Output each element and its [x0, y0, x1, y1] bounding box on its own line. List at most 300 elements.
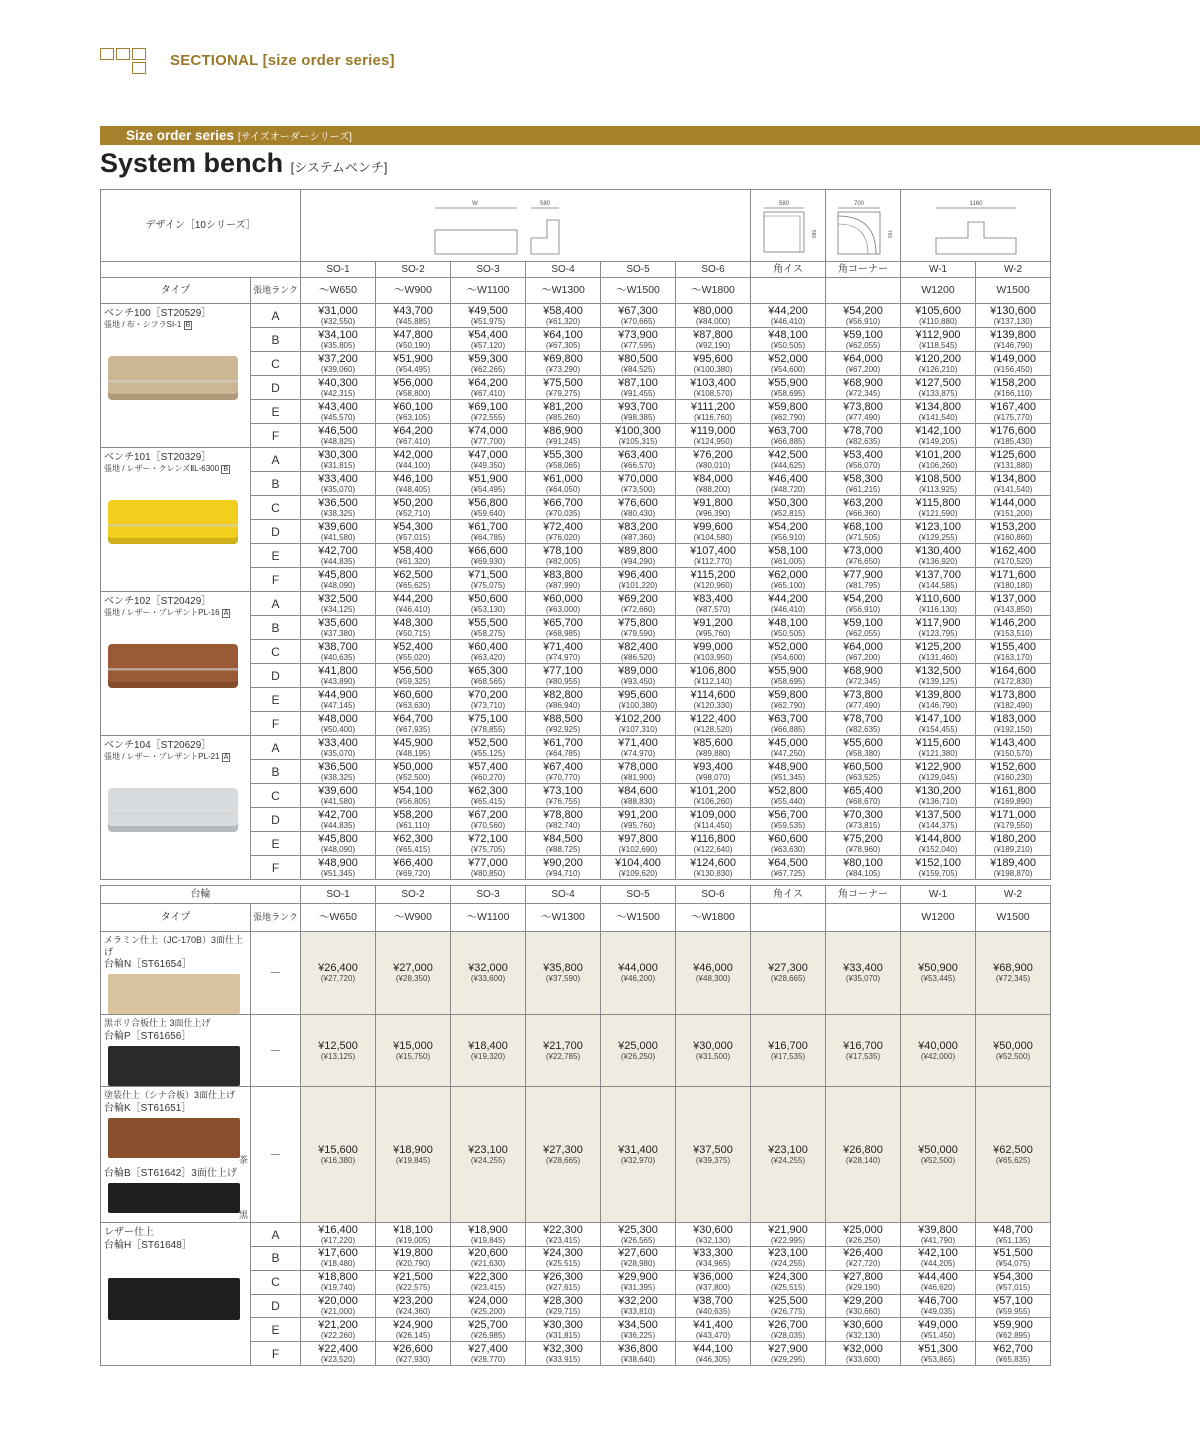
base-price-table [100, 885, 1051, 1366]
price-with-tax: (¥108,570) [693, 388, 733, 398]
price-cell [451, 1223, 526, 1247]
price-cell [751, 520, 826, 544]
price-cell [751, 808, 826, 832]
price-cell [301, 592, 376, 616]
price-cell [826, 400, 901, 424]
price-cell [901, 592, 976, 616]
price-with-tax: (¥45,570) [320, 412, 356, 422]
price-value: ¥68,900 [843, 376, 883, 389]
price-value: ¥62,700 [993, 1342, 1033, 1355]
price-cell [601, 784, 676, 808]
price-cell [676, 1223, 751, 1247]
price-value: ¥75,500 [543, 376, 583, 389]
price-value: ¥43,700 [393, 304, 433, 317]
rank-cell: E [251, 400, 301, 424]
price-cell [451, 1246, 526, 1270]
price-value: ¥59,100 [843, 328, 883, 341]
rank-label: 張地ランク [251, 278, 301, 304]
price-cell [601, 448, 676, 472]
brand-logo-icon [100, 48, 150, 74]
price-cell [601, 932, 676, 1015]
price-cell [901, 784, 976, 808]
price-cell [826, 784, 901, 808]
price-value: ¥91,200 [693, 616, 733, 629]
price-with-tax: (¥31,395) [620, 1283, 656, 1293]
price-with-tax: (¥96,390) [695, 508, 731, 518]
price-value: ¥29,900 [618, 1271, 658, 1284]
price-with-tax: (¥56,910) [770, 532, 806, 542]
col-header-w-2: W-2 [976, 262, 1051, 278]
price-value: ¥60,600 [768, 832, 808, 845]
price-cell [451, 808, 526, 832]
price-value: ¥32,300 [543, 1342, 583, 1355]
price-cell [526, 832, 601, 856]
price-value: ¥26,600 [393, 1342, 433, 1355]
price-value: ¥44,200 [768, 592, 808, 605]
price-with-tax: (¥79,590) [620, 628, 656, 638]
price-with-tax: (¥19,740) [320, 1283, 356, 1293]
price-value: ¥19,800 [393, 1247, 433, 1260]
price-with-tax: (¥35,070) [320, 484, 356, 494]
price-cell [301, 304, 376, 328]
price-with-tax: (¥124,950) [693, 436, 733, 446]
price-with-tax: (¥81,900) [620, 772, 656, 782]
price-with-tax: (¥25,515) [545, 1259, 581, 1269]
price-with-tax: (¥63,420) [470, 652, 506, 662]
base-col-header-so-4: SO-4 [526, 886, 601, 904]
price-value: ¥55,900 [768, 664, 808, 677]
price-cell [901, 1087, 976, 1223]
price-value: ¥40,000 [918, 1039, 958, 1052]
price-with-tax: (¥35,070) [845, 974, 881, 984]
price-cell [676, 544, 751, 568]
price-with-tax: (¥65,625) [995, 1155, 1031, 1165]
price-with-tax: (¥58,695) [770, 388, 806, 398]
price-cell [901, 1318, 976, 1342]
rank-cell: B [251, 760, 301, 784]
price-with-tax: (¥27,720) [845, 1259, 881, 1269]
price-with-tax: (¥64,785) [545, 748, 581, 758]
price-cell [451, 544, 526, 568]
price-value: ¥48,900 [768, 760, 808, 773]
price-with-tax: (¥59,955) [995, 1306, 1031, 1316]
price-cell [976, 376, 1051, 400]
price-value: ¥21,500 [393, 1271, 433, 1284]
price-with-tax: (¥67,410) [395, 436, 431, 446]
price-with-tax: (¥63,630) [770, 844, 806, 854]
price-with-tax: (¥63,105) [395, 412, 431, 422]
base-header-label: 台輪 [101, 886, 301, 904]
price-cell [751, 496, 826, 520]
price-with-tax: (¥144,585) [918, 580, 958, 590]
price-cell [526, 328, 601, 352]
price-with-tax: (¥65,415) [470, 796, 506, 806]
price-cell [826, 520, 901, 544]
price-value: ¥75,800 [618, 616, 658, 629]
price-value: ¥72,100 [468, 832, 508, 845]
price-with-tax: (¥72,555) [470, 412, 506, 422]
price-value: ¥62,500 [993, 1143, 1033, 1156]
price-with-tax: (¥92,190) [695, 340, 731, 350]
price-cell [976, 1294, 1051, 1318]
price-value: ¥20,600 [468, 1247, 508, 1260]
price-cell [376, 472, 451, 496]
price-cell [526, 1270, 601, 1294]
price-with-tax: (¥192,150) [993, 724, 1033, 734]
base-product-name-b: 台輪B［ST61642］3面仕上げ [104, 1168, 237, 1180]
rank-cell: A [251, 736, 301, 760]
series-bar [100, 126, 1200, 145]
price-with-tax: (¥69,720) [395, 868, 431, 878]
price-value: ¥55,900 [768, 376, 808, 389]
price-with-tax: (¥48,090) [320, 580, 356, 590]
price-value: ¥149,000 [990, 352, 1036, 365]
price-value: ¥101,200 [690, 784, 736, 797]
price-value: ¥63,700 [768, 424, 808, 437]
price-value: ¥60,400 [468, 640, 508, 653]
price-with-tax: (¥35,805) [320, 340, 356, 350]
price-value: ¥32,500 [318, 592, 358, 605]
price-cell [526, 688, 601, 712]
price-value: ¥31,000 [318, 304, 358, 317]
price-with-tax: (¥67,725) [770, 868, 806, 878]
price-value: ¥22,300 [543, 1223, 583, 1236]
price-cell [376, 932, 451, 1015]
fabric-grade-badge: A [223, 610, 229, 617]
price-value: ¥18,900 [393, 1143, 433, 1156]
price-with-tax: (¥101,220) [618, 580, 658, 590]
price-cell [976, 352, 1051, 376]
price-with-tax: (¥39,375) [695, 1155, 731, 1165]
price-cell [526, 1015, 601, 1087]
price-value: ¥31,400 [618, 1143, 658, 1156]
price-value: ¥32,200 [618, 1294, 658, 1307]
product-cell [101, 736, 251, 880]
price-value: ¥65,400 [843, 784, 883, 797]
price-with-tax: (¥17,535) [770, 1051, 806, 1061]
price-cell [451, 932, 526, 1015]
price-with-tax: (¥34,965) [695, 1259, 731, 1269]
price-with-tax: (¥41,580) [320, 796, 356, 806]
price-with-tax: (¥120,960) [693, 580, 733, 590]
price-with-tax: (¥179,550) [993, 820, 1033, 830]
width-so-4: ～W1300 [526, 278, 601, 304]
price-value: ¥18,800 [318, 1271, 358, 1284]
rank-cell: F [251, 1342, 301, 1366]
price-cell [301, 1223, 376, 1247]
price-with-tax: (¥82,635) [845, 436, 881, 446]
price-cell [376, 1294, 451, 1318]
base-width-so-1: ～W650 [301, 904, 376, 932]
price-value: ¥142,100 [915, 424, 961, 437]
price-cell [676, 1246, 751, 1270]
price-cell [751, 1246, 826, 1270]
product-fabric-label: 張地 / レザー・プレザントPL-21 [104, 752, 220, 761]
price-with-tax: (¥50,505) [770, 340, 806, 350]
price-value: ¥22,400 [318, 1342, 358, 1355]
price-cell [826, 1223, 901, 1247]
price-with-tax: (¥33,600) [845, 1354, 881, 1364]
price-with-tax: (¥81,795) [845, 580, 881, 590]
price-with-tax: (¥52,815) [770, 508, 806, 518]
price-cell [751, 328, 826, 352]
price-value: ¥62,500 [393, 568, 433, 581]
price-cell [601, 496, 676, 520]
w-diagram [906, 194, 1046, 258]
price-cell [376, 1270, 451, 1294]
price-cell [751, 304, 826, 328]
price-value: ¥26,800 [843, 1143, 883, 1156]
price-value: ¥50,200 [393, 496, 433, 509]
price-cell [676, 520, 751, 544]
price-value: ¥180,200 [990, 832, 1036, 845]
price-cell [751, 784, 826, 808]
price-cell [601, 856, 676, 880]
price-cell [751, 1270, 826, 1294]
price-with-tax: (¥112,770) [693, 556, 733, 566]
price-value: ¥102,200 [615, 712, 661, 725]
price-value: ¥44,900 [318, 688, 358, 701]
price-cell [976, 520, 1051, 544]
price-with-tax: (¥19,005) [395, 1235, 431, 1245]
price-with-tax: (¥107,310) [618, 724, 658, 734]
price-value: ¥106,800 [690, 664, 736, 677]
price-with-tax: (¥32,130) [695, 1235, 731, 1245]
price-cell [451, 328, 526, 352]
rank-cell: D [251, 1294, 301, 1318]
price-with-tax: (¥110,880) [918, 316, 958, 326]
price-cell [676, 760, 751, 784]
price-cell [751, 1223, 826, 1247]
price-with-tax: (¥22,995) [770, 1235, 806, 1245]
price-value: ¥50,900 [918, 962, 958, 975]
price-cell [676, 328, 751, 352]
price-value: ¥48,900 [318, 856, 358, 869]
product-fabric [104, 608, 248, 618]
price-cell [451, 520, 526, 544]
price-value: ¥54,300 [393, 520, 433, 533]
price-value: ¥50,600 [468, 592, 508, 605]
price-cell [676, 832, 751, 856]
price-with-tax: (¥36,225) [620, 1330, 656, 1340]
width-w-1: W1200 [901, 278, 976, 304]
price-cell [601, 352, 676, 376]
price-cell [601, 1270, 676, 1294]
price-cell [751, 400, 826, 424]
product-name: ベンチ101［ST20329］ [104, 452, 212, 463]
price-value: ¥78,100 [543, 544, 583, 557]
price-cell [601, 304, 676, 328]
price-cell [526, 760, 601, 784]
rank-cell: F [251, 424, 301, 448]
price-with-tax: (¥152,040) [918, 844, 958, 854]
price-with-tax: (¥88,830) [620, 796, 656, 806]
price-value: ¥76,600 [618, 496, 658, 509]
price-value: ¥54,200 [768, 520, 808, 533]
price-value: ¥144,000 [990, 496, 1036, 509]
price-cell [526, 448, 601, 472]
base-col-header-so-6: SO-6 [676, 886, 751, 904]
price-cell [826, 1342, 901, 1366]
rank-cell: A [251, 448, 301, 472]
price-cell [901, 352, 976, 376]
price-cell [976, 328, 1051, 352]
price-value: ¥25,500 [768, 1294, 808, 1307]
price-value: ¥52,000 [768, 352, 808, 365]
price-value: ¥44,000 [618, 962, 658, 975]
price-with-tax: (¥73,815) [845, 820, 881, 830]
price-value: ¥119,000 [690, 424, 736, 437]
price-value: ¥15,600 [318, 1143, 358, 1156]
price-with-tax: (¥59,535) [770, 820, 806, 830]
price-cell [601, 1342, 676, 1366]
width-so-2: ～W900 [376, 278, 451, 304]
price-value: ¥54,200 [843, 592, 883, 605]
price-with-tax: (¥120,330) [693, 700, 733, 710]
price-cell [676, 592, 751, 616]
price-cell [751, 1015, 826, 1087]
price-cell [451, 1087, 526, 1223]
price-with-tax: (¥46,305) [695, 1354, 731, 1364]
price-value: ¥42,700 [318, 808, 358, 821]
price-value: ¥67,400 [543, 760, 583, 773]
price-cell [901, 688, 976, 712]
price-with-tax: (¥129,045) [918, 772, 958, 782]
price-value: ¥35,800 [543, 962, 583, 975]
price-value: ¥64,100 [543, 328, 583, 341]
price-with-tax: (¥121,380) [918, 748, 958, 758]
price-cell [301, 424, 376, 448]
price-value: ¥69,200 [618, 592, 658, 605]
price-cell [676, 1294, 751, 1318]
price-cell [451, 1318, 526, 1342]
price-value: ¥64,000 [843, 640, 883, 653]
price-with-tax: (¥91,455) [620, 388, 656, 398]
price-with-tax: (¥62,790) [770, 700, 806, 710]
price-value: ¥33,300 [693, 1247, 733, 1260]
diagram-corner-chair-side-label: 580 [810, 229, 817, 238]
rank-cell: D [251, 376, 301, 400]
price-with-tax: (¥153,510) [993, 628, 1033, 638]
price-with-tax: (¥116,760) [693, 412, 733, 422]
price-value: ¥71,400 [543, 640, 583, 653]
price-value: ¥146,200 [990, 616, 1036, 629]
price-with-tax: (¥68,670) [845, 796, 881, 806]
price-value: ¥143,400 [990, 736, 1036, 749]
base-col-header-so-2: SO-2 [376, 886, 451, 904]
price-cell [601, 1223, 676, 1247]
price-with-tax: (¥62,790) [770, 412, 806, 422]
price-with-tax: (¥159,705) [918, 868, 958, 878]
price-cell [976, 640, 1051, 664]
price-with-tax: (¥31,500) [695, 1051, 731, 1061]
price-cell [301, 1294, 376, 1318]
price-with-tax: (¥116,130) [918, 604, 958, 614]
product-fabric-label: 張地 / レザー・クレンズⅡL-6300 [104, 464, 220, 473]
price-cell [376, 712, 451, 736]
price-with-tax: (¥46,410) [770, 316, 806, 326]
price-with-tax: (¥47,145) [320, 700, 356, 710]
price-cell [901, 424, 976, 448]
price-cell [451, 496, 526, 520]
price-value: ¥95,600 [693, 352, 733, 365]
price-cell [676, 1087, 751, 1223]
price-value: ¥67,300 [618, 304, 658, 317]
price-with-tax: (¥22,260) [320, 1330, 356, 1340]
price-cell [376, 400, 451, 424]
price-with-tax: (¥65,415) [395, 844, 431, 854]
price-with-tax: (¥28,350) [395, 974, 431, 984]
price-with-tax: (¥33,600) [470, 974, 506, 984]
price-value: ¥134,800 [990, 472, 1036, 485]
price-with-tax: (¥32,970) [620, 1155, 656, 1165]
price-with-tax: (¥27,720) [320, 974, 356, 984]
price-value: ¥95,600 [618, 688, 658, 701]
price-with-tax: (¥49,350) [470, 460, 506, 470]
price-with-tax: (¥46,410) [395, 604, 431, 614]
price-value: ¥38,700 [318, 640, 358, 653]
price-cell [451, 1342, 526, 1366]
price-value: ¥75,200 [843, 832, 883, 845]
price-value: ¥44,200 [393, 592, 433, 605]
price-with-tax: (¥33,915) [545, 1354, 581, 1364]
price-cell [751, 448, 826, 472]
price-cell [901, 568, 976, 592]
price-value: ¥84,600 [618, 784, 658, 797]
price-cell [301, 1342, 376, 1366]
price-with-tax: (¥72,345) [995, 974, 1031, 984]
price-cell [376, 376, 451, 400]
price-with-tax: (¥72,345) [845, 676, 881, 686]
price-value: ¥60,600 [393, 688, 433, 701]
price-cell [301, 932, 376, 1015]
price-value: ¥42,700 [318, 544, 358, 557]
price-with-tax: (¥62,895) [995, 1330, 1031, 1340]
price-value: ¥45,000 [768, 736, 808, 749]
price-cell [301, 808, 376, 832]
price-cell [976, 832, 1051, 856]
price-with-tax: (¥29,715) [545, 1306, 581, 1316]
price-with-tax: (¥48,720) [770, 484, 806, 494]
rank-cell: B [251, 472, 301, 496]
price-value: ¥127,500 [915, 376, 961, 389]
price-value: ¥144,800 [915, 832, 961, 845]
price-cell [526, 1342, 601, 1366]
price-with-tax: (¥150,570) [993, 748, 1033, 758]
price-cell [826, 856, 901, 880]
rank-cell: B [251, 616, 301, 640]
price-cell [376, 304, 451, 328]
price-with-tax: (¥46,410) [770, 604, 806, 614]
price-cell [826, 424, 901, 448]
price-value: ¥115,600 [915, 736, 961, 749]
price-cell [376, 808, 451, 832]
price-value: ¥66,700 [543, 496, 583, 509]
price-with-tax: (¥77,490) [845, 412, 881, 422]
price-with-tax: (¥47,250) [770, 748, 806, 758]
price-with-tax: (¥87,990) [545, 580, 581, 590]
price-cell [451, 760, 526, 784]
price-cell [451, 304, 526, 328]
price-cell [301, 376, 376, 400]
price-value: ¥183,000 [990, 712, 1036, 725]
col-header-corner-chair: 角イス [751, 262, 826, 278]
price-cell [451, 1015, 526, 1087]
price-value: ¥70,000 [618, 472, 658, 485]
price-with-tax: (¥17,535) [845, 1051, 881, 1061]
rank-cell: C [251, 784, 301, 808]
price-with-tax: (¥58,380) [845, 748, 881, 758]
